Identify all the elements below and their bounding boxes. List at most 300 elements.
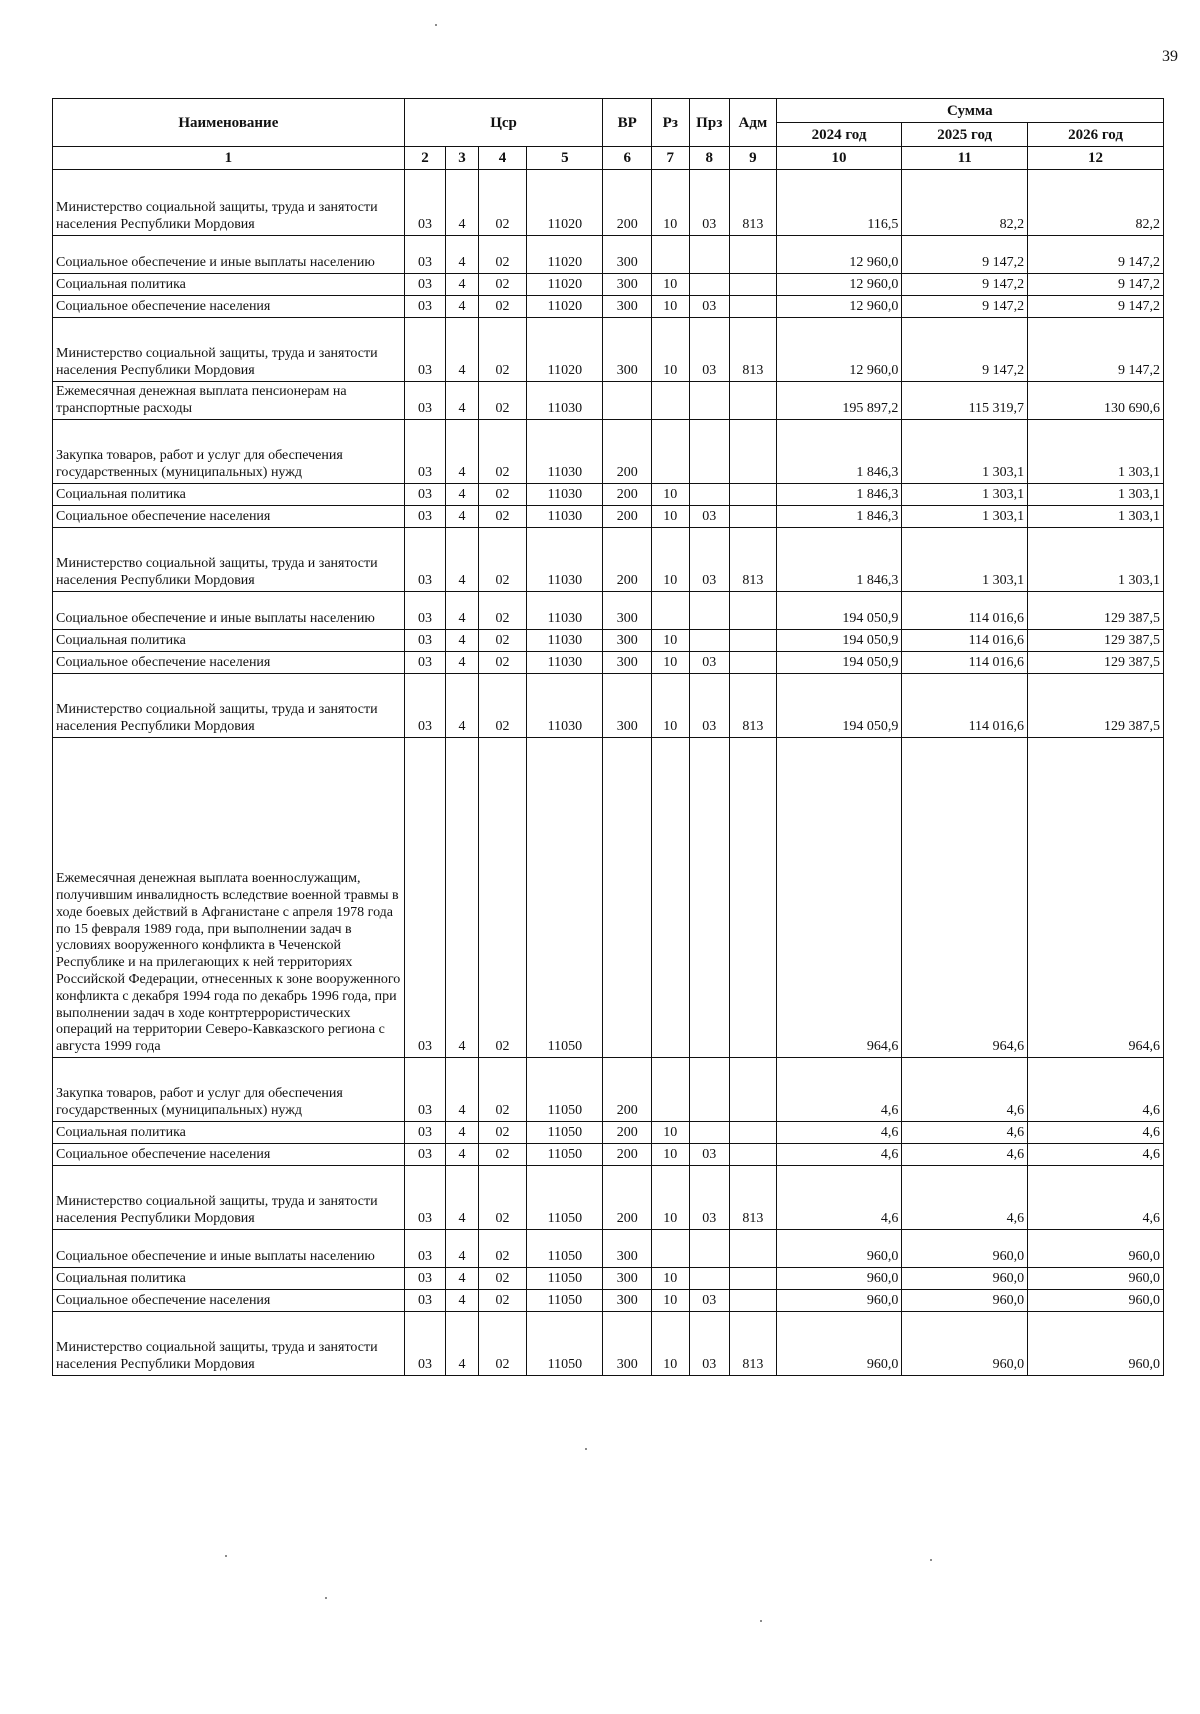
row-amount-2025: 4,6 xyxy=(902,1122,1028,1144)
row-c3: 02 xyxy=(478,296,527,318)
row-name: Ежемесячная денежная выплата военнослужащим, получившим инвалидность вследствие военной травмы в ходе боевых действий в Афганистане с апреля 1978 года по 15 февраля 1989 года, при выполнении задач в условиях вооруженного конфликта в Чеченской Республике и на прилегающих к ней территориях Российской Федерации, отнесенных к зоне вооруженного конфликта с декабря 1994 года по декабрь 1996 года, при выполнении задач в ходе контртеррористических операций на территории Северо-Кавказского региона с августа 1999 года xyxy=(53,738,405,1058)
row-amount-2025: 960,0 xyxy=(902,1230,1028,1268)
row-c4: 11050 xyxy=(527,1290,603,1312)
row-amount-2026: 4,6 xyxy=(1028,1166,1164,1230)
row-amount-2024: 964,6 xyxy=(776,738,902,1058)
row-c2: 4 xyxy=(446,1166,478,1230)
row-amount-2025: 114 016,6 xyxy=(902,630,1028,652)
row-adm xyxy=(730,738,777,1058)
row-name: Социальное обеспечение населения xyxy=(53,1290,405,1312)
row-prz xyxy=(689,1230,730,1268)
table-row xyxy=(53,1268,1164,1290)
row-amount-2024: 12 960,0 xyxy=(776,274,902,296)
row-c2: 4 xyxy=(446,1230,478,1268)
header-name: Наименование xyxy=(53,99,405,147)
table-row xyxy=(53,506,1164,528)
row-adm: 813 xyxy=(730,1312,777,1376)
row-c3: 02 xyxy=(478,170,527,236)
row-prz xyxy=(689,420,730,484)
row-amount-2026: 4,6 xyxy=(1028,1058,1164,1122)
header-year-2024: 2024 год xyxy=(776,123,902,147)
row-adm xyxy=(730,1058,777,1122)
row-adm xyxy=(730,652,777,674)
row-c2: 4 xyxy=(446,1312,478,1376)
row-c3: 02 xyxy=(478,528,527,592)
header-year-2025: 2025 год xyxy=(902,123,1028,147)
row-name: Социальная политика xyxy=(53,274,405,296)
header-vr: ВР xyxy=(603,99,652,147)
column-number: 3 xyxy=(446,147,478,170)
row-name: Социальное обеспечение и иные выплаты населению xyxy=(53,592,405,630)
row-rz xyxy=(652,420,690,484)
row-amount-2024: 960,0 xyxy=(776,1230,902,1268)
row-amount-2026: 1 303,1 xyxy=(1028,506,1164,528)
row-c4: 11050 xyxy=(527,1058,603,1122)
row-amount-2024: 194 050,9 xyxy=(776,592,902,630)
row-c2: 4 xyxy=(446,1290,478,1312)
column-number: 5 xyxy=(527,147,603,170)
row-adm xyxy=(730,1122,777,1144)
row-c4: 11030 xyxy=(527,506,603,528)
row-c4: 11050 xyxy=(527,1122,603,1144)
row-amount-2024: 1 846,3 xyxy=(776,506,902,528)
row-c1: 03 xyxy=(404,592,446,630)
row-amount-2025: 1 303,1 xyxy=(902,528,1028,592)
row-c4: 11050 xyxy=(527,1230,603,1268)
row-rz: 10 xyxy=(652,1144,690,1166)
row-name: Министерство социальной защиты, труда и занятости населения Республики Мордовия xyxy=(53,1166,405,1230)
row-amount-2025: 9 147,2 xyxy=(902,296,1028,318)
row-amount-2024: 194 050,9 xyxy=(776,630,902,652)
row-vr: 300 xyxy=(603,274,652,296)
row-amount-2026: 964,6 xyxy=(1028,738,1164,1058)
row-amount-2025: 9 147,2 xyxy=(902,236,1028,274)
row-amount-2025: 114 016,6 xyxy=(902,652,1028,674)
table-row xyxy=(53,1312,1164,1376)
row-vr: 300 xyxy=(603,1290,652,1312)
row-vr xyxy=(603,738,652,1058)
row-amount-2026: 9 147,2 xyxy=(1028,318,1164,382)
row-c4: 11030 xyxy=(527,592,603,630)
row-adm xyxy=(730,1290,777,1312)
row-adm xyxy=(730,1144,777,1166)
table-row xyxy=(53,652,1164,674)
row-c3: 02 xyxy=(478,1268,527,1290)
row-name: Социальное обеспечение населения xyxy=(53,1144,405,1166)
scan-speck xyxy=(435,24,437,26)
row-amount-2025: 115 319,7 xyxy=(902,382,1028,420)
page-number: 39 xyxy=(1162,48,1178,65)
row-amount-2026: 9 147,2 xyxy=(1028,296,1164,318)
row-c1: 03 xyxy=(404,738,446,1058)
row-name: Министерство социальной защиты, труда и занятости населения Республики Мордовия xyxy=(53,528,405,592)
row-adm xyxy=(730,236,777,274)
row-amount-2025: 9 147,2 xyxy=(902,274,1028,296)
row-c3: 02 xyxy=(478,236,527,274)
row-vr: 300 xyxy=(603,296,652,318)
row-c1: 03 xyxy=(404,274,446,296)
row-c3: 02 xyxy=(478,674,527,738)
table-row xyxy=(53,318,1164,382)
row-prz xyxy=(689,1122,730,1144)
row-vr: 200 xyxy=(603,1122,652,1144)
row-adm xyxy=(730,1230,777,1268)
row-name: Социальная политика xyxy=(53,1268,405,1290)
row-name: Социальное обеспечение населения xyxy=(53,506,405,528)
row-rz: 10 xyxy=(652,528,690,592)
row-c2: 4 xyxy=(446,420,478,484)
row-adm xyxy=(730,382,777,420)
row-amount-2026: 9 147,2 xyxy=(1028,236,1164,274)
row-c1: 03 xyxy=(404,1312,446,1376)
row-c1: 03 xyxy=(404,1144,446,1166)
row-rz: 10 xyxy=(652,318,690,382)
row-amount-2025: 9 147,2 xyxy=(902,318,1028,382)
row-prz xyxy=(689,630,730,652)
row-name: Социальная политика xyxy=(53,630,405,652)
row-c1: 03 xyxy=(404,296,446,318)
row-rz: 10 xyxy=(652,296,690,318)
row-prz xyxy=(689,1058,730,1122)
row-amount-2026: 960,0 xyxy=(1028,1230,1164,1268)
row-amount-2026: 129 387,5 xyxy=(1028,592,1164,630)
row-amount-2024: 12 960,0 xyxy=(776,236,902,274)
row-amount-2026: 1 303,1 xyxy=(1028,528,1164,592)
row-rz xyxy=(652,738,690,1058)
row-c2: 4 xyxy=(446,1058,478,1122)
row-amount-2024: 12 960,0 xyxy=(776,296,902,318)
table-row xyxy=(53,1230,1164,1268)
column-number: 8 xyxy=(689,147,730,170)
row-vr: 200 xyxy=(603,1166,652,1230)
row-vr: 200 xyxy=(603,484,652,506)
row-amount-2024: 4,6 xyxy=(776,1122,902,1144)
row-amount-2026: 960,0 xyxy=(1028,1268,1164,1290)
row-amount-2026: 960,0 xyxy=(1028,1312,1164,1376)
table-row xyxy=(53,630,1164,652)
row-c3: 02 xyxy=(478,1230,527,1268)
row-c1: 03 xyxy=(404,1230,446,1268)
column-number: 7 xyxy=(652,147,690,170)
row-c2: 4 xyxy=(446,528,478,592)
row-c1: 03 xyxy=(404,652,446,674)
row-c1: 03 xyxy=(404,528,446,592)
row-c4: 11030 xyxy=(527,652,603,674)
row-c2: 4 xyxy=(446,484,478,506)
row-prz xyxy=(689,274,730,296)
header-sum: Сумма xyxy=(776,99,1163,123)
column-number: 1 xyxy=(53,147,405,170)
row-name: Ежемесячная денежная выплата пенсионерам на транспортные расходы xyxy=(53,382,405,420)
row-c3: 02 xyxy=(478,1166,527,1230)
column-number: 12 xyxy=(1028,147,1164,170)
row-c2: 4 xyxy=(446,1144,478,1166)
row-c3: 02 xyxy=(478,652,527,674)
row-vr: 300 xyxy=(603,1230,652,1268)
row-c1: 03 xyxy=(404,236,446,274)
table-body xyxy=(53,170,1164,1376)
row-c2: 4 xyxy=(446,738,478,1058)
row-prz xyxy=(689,382,730,420)
row-c2: 4 xyxy=(446,506,478,528)
row-amount-2025: 1 303,1 xyxy=(902,420,1028,484)
table-row xyxy=(53,592,1164,630)
row-prz: 03 xyxy=(689,1166,730,1230)
row-name: Министерство социальной защиты, труда и занятости населения Республики Мордовия xyxy=(53,1312,405,1376)
column-number: 9 xyxy=(730,147,777,170)
row-c2: 4 xyxy=(446,382,478,420)
budget-table xyxy=(52,98,1164,1376)
row-adm xyxy=(730,296,777,318)
row-rz: 10 xyxy=(652,1312,690,1376)
row-amount-2026: 129 387,5 xyxy=(1028,674,1164,738)
row-amount-2024: 195 897,2 xyxy=(776,382,902,420)
row-rz: 10 xyxy=(652,630,690,652)
row-amount-2026: 4,6 xyxy=(1028,1144,1164,1166)
scan-speck xyxy=(325,1597,327,1599)
row-prz: 03 xyxy=(689,652,730,674)
row-amount-2025: 960,0 xyxy=(902,1290,1028,1312)
table-row xyxy=(53,528,1164,592)
row-c3: 02 xyxy=(478,318,527,382)
row-amount-2024: 960,0 xyxy=(776,1312,902,1376)
table-row xyxy=(53,1144,1164,1166)
row-adm: 813 xyxy=(730,318,777,382)
row-amount-2026: 129 387,5 xyxy=(1028,652,1164,674)
row-c1: 03 xyxy=(404,1122,446,1144)
column-number: 4 xyxy=(478,147,527,170)
row-c3: 02 xyxy=(478,1122,527,1144)
row-prz: 03 xyxy=(689,1144,730,1166)
row-c1: 03 xyxy=(404,506,446,528)
row-c4: 11020 xyxy=(527,274,603,296)
row-rz: 10 xyxy=(652,1290,690,1312)
row-adm xyxy=(730,506,777,528)
row-c3: 02 xyxy=(478,506,527,528)
row-prz: 03 xyxy=(689,1312,730,1376)
row-name: Социальная политика xyxy=(53,484,405,506)
row-vr: 300 xyxy=(603,236,652,274)
row-c4: 11050 xyxy=(527,1268,603,1290)
row-rz xyxy=(652,382,690,420)
row-amount-2024: 1 846,3 xyxy=(776,484,902,506)
row-c4: 11050 xyxy=(527,1144,603,1166)
row-c4: 11030 xyxy=(527,528,603,592)
row-c2: 4 xyxy=(446,592,478,630)
row-name: Социальное обеспечение и иные выплаты населению xyxy=(53,236,405,274)
column-number: 10 xyxy=(776,147,902,170)
row-c1: 03 xyxy=(404,484,446,506)
row-rz xyxy=(652,236,690,274)
row-amount-2025: 114 016,6 xyxy=(902,674,1028,738)
row-amount-2024: 12 960,0 xyxy=(776,318,902,382)
table-row xyxy=(53,236,1164,274)
row-c4: 11020 xyxy=(527,318,603,382)
row-adm: 813 xyxy=(730,528,777,592)
row-c3: 02 xyxy=(478,738,527,1058)
row-amount-2025: 4,6 xyxy=(902,1058,1028,1122)
row-amount-2025: 960,0 xyxy=(902,1312,1028,1376)
row-vr: 300 xyxy=(603,318,652,382)
row-prz xyxy=(689,236,730,274)
column-number: 6 xyxy=(603,147,652,170)
table-row xyxy=(53,296,1164,318)
table-row xyxy=(53,170,1164,236)
row-amount-2026: 1 303,1 xyxy=(1028,484,1164,506)
row-amount-2024: 4,6 xyxy=(776,1058,902,1122)
table-row xyxy=(53,484,1164,506)
header-year-2026: 2026 год xyxy=(1028,123,1164,147)
scan-speck xyxy=(760,1620,762,1622)
row-c3: 02 xyxy=(478,1290,527,1312)
row-adm xyxy=(730,630,777,652)
header-rz: Рз xyxy=(652,99,690,147)
row-amount-2026: 9 147,2 xyxy=(1028,274,1164,296)
row-amount-2026: 4,6 xyxy=(1028,1122,1164,1144)
row-c4: 11020 xyxy=(527,170,603,236)
header-adm: Адм xyxy=(730,99,777,147)
row-c1: 03 xyxy=(404,630,446,652)
column-number: 11 xyxy=(902,147,1028,170)
row-c4: 11030 xyxy=(527,630,603,652)
row-vr: 300 xyxy=(603,1268,652,1290)
row-name: Министерство социальной защиты, труда и занятости населения Республики Мордовия xyxy=(53,170,405,236)
row-name: Министерство социальной защиты, труда и занятости населения Республики Мордовия xyxy=(53,674,405,738)
row-c3: 02 xyxy=(478,274,527,296)
row-amount-2026: 1 303,1 xyxy=(1028,420,1164,484)
row-amount-2024: 960,0 xyxy=(776,1268,902,1290)
row-adm: 813 xyxy=(730,674,777,738)
row-c2: 4 xyxy=(446,674,478,738)
row-adm xyxy=(730,592,777,630)
row-c2: 4 xyxy=(446,236,478,274)
row-rz: 10 xyxy=(652,652,690,674)
row-amount-2025: 4,6 xyxy=(902,1166,1028,1230)
row-prz xyxy=(689,1268,730,1290)
row-c1: 03 xyxy=(404,420,446,484)
row-c1: 03 xyxy=(404,318,446,382)
row-rz: 10 xyxy=(652,674,690,738)
row-c3: 02 xyxy=(478,1058,527,1122)
row-vr xyxy=(603,382,652,420)
row-name: Социальное обеспечение населения xyxy=(53,652,405,674)
row-amount-2024: 1 846,3 xyxy=(776,420,902,484)
row-amount-2025: 4,6 xyxy=(902,1144,1028,1166)
row-c2: 4 xyxy=(446,630,478,652)
row-vr: 300 xyxy=(603,1312,652,1376)
row-c1: 03 xyxy=(404,1290,446,1312)
row-vr: 200 xyxy=(603,528,652,592)
row-name: Закупка товаров, работ и услуг для обеспечения государственных (муниципальных) нужд xyxy=(53,1058,405,1122)
table-row xyxy=(53,738,1164,1058)
row-rz: 10 xyxy=(652,274,690,296)
row-rz: 10 xyxy=(652,484,690,506)
row-name: Социальная политика xyxy=(53,1122,405,1144)
row-rz: 10 xyxy=(652,1166,690,1230)
row-rz: 10 xyxy=(652,1268,690,1290)
row-amount-2026: 130 690,6 xyxy=(1028,382,1164,420)
row-name: Министерство социальной защиты, труда и занятости населения Республики Мордовия xyxy=(53,318,405,382)
row-prz: 03 xyxy=(689,318,730,382)
row-amount-2025: 960,0 xyxy=(902,1268,1028,1290)
row-c1: 03 xyxy=(404,1058,446,1122)
row-c2: 4 xyxy=(446,1268,478,1290)
row-c4: 11030 xyxy=(527,420,603,484)
row-amount-2026: 129 387,5 xyxy=(1028,630,1164,652)
row-adm: 813 xyxy=(730,170,777,236)
row-rz: 10 xyxy=(652,1122,690,1144)
row-amount-2024: 4,6 xyxy=(776,1166,902,1230)
row-c3: 02 xyxy=(478,484,527,506)
row-rz xyxy=(652,1058,690,1122)
row-c2: 4 xyxy=(446,652,478,674)
row-c2: 4 xyxy=(446,274,478,296)
scan-speck xyxy=(930,1559,932,1561)
row-amount-2024: 194 050,9 xyxy=(776,652,902,674)
row-c3: 02 xyxy=(478,630,527,652)
table-row xyxy=(53,420,1164,484)
table-row xyxy=(53,674,1164,738)
row-c4: 11050 xyxy=(527,1312,603,1376)
row-amount-2024: 116,5 xyxy=(776,170,902,236)
row-c1: 03 xyxy=(404,1166,446,1230)
row-c3: 02 xyxy=(478,592,527,630)
scan-speck xyxy=(225,1555,227,1557)
row-amount-2025: 1 303,1 xyxy=(902,506,1028,528)
row-amount-2024: 960,0 xyxy=(776,1290,902,1312)
row-c1: 03 xyxy=(404,382,446,420)
column-number: 2 xyxy=(404,147,446,170)
row-c3: 02 xyxy=(478,1144,527,1166)
row-amount-2026: 960,0 xyxy=(1028,1290,1164,1312)
header-row-top xyxy=(53,99,1164,123)
row-name: Закупка товаров, работ и услуг для обеспечения государственных (муниципальных) нужд xyxy=(53,420,405,484)
row-vr: 300 xyxy=(603,592,652,630)
row-name: Социальное обеспечение и иные выплаты населению xyxy=(53,1230,405,1268)
row-amount-2025: 82,2 xyxy=(902,170,1028,236)
row-c4: 11020 xyxy=(527,296,603,318)
row-c3: 02 xyxy=(478,1312,527,1376)
row-adm xyxy=(730,420,777,484)
row-vr: 300 xyxy=(603,630,652,652)
row-prz: 03 xyxy=(689,296,730,318)
row-c4: 11030 xyxy=(527,382,603,420)
row-prz: 03 xyxy=(689,674,730,738)
row-c2: 4 xyxy=(446,318,478,382)
row-prz: 03 xyxy=(689,528,730,592)
row-amount-2024: 4,6 xyxy=(776,1144,902,1166)
row-rz: 10 xyxy=(652,170,690,236)
row-c2: 4 xyxy=(446,170,478,236)
table-row xyxy=(53,1290,1164,1312)
row-prz: 03 xyxy=(689,1290,730,1312)
row-c2: 4 xyxy=(446,296,478,318)
row-vr: 200 xyxy=(603,1058,652,1122)
row-adm: 813 xyxy=(730,1166,777,1230)
header-csr: Цср xyxy=(404,99,603,147)
row-name: Социальное обеспечение населения xyxy=(53,296,405,318)
row-c3: 02 xyxy=(478,420,527,484)
row-c1: 03 xyxy=(404,1268,446,1290)
table-row xyxy=(53,1166,1164,1230)
row-amount-2024: 194 050,9 xyxy=(776,674,902,738)
row-vr: 300 xyxy=(603,652,652,674)
header-prz: Прз xyxy=(689,99,730,147)
row-c4: 11020 xyxy=(527,236,603,274)
row-adm xyxy=(730,484,777,506)
row-amount-2024: 1 846,3 xyxy=(776,528,902,592)
row-prz xyxy=(689,592,730,630)
